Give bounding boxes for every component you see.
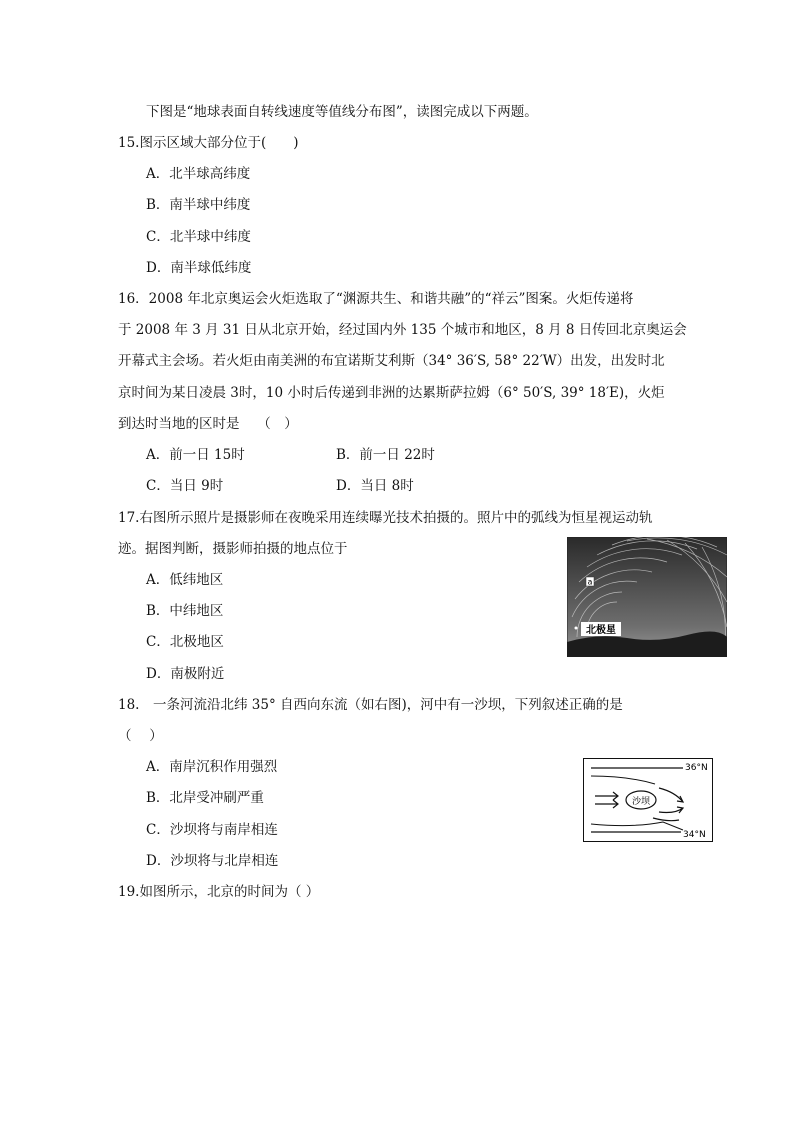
sandbar-label: 沙坝: [631, 797, 651, 807]
q17-option-b: B．中纬地区: [146, 603, 224, 619]
q16-line-3: 开幕式主会场。若火炬由南美洲的布宜诺斯艾利斯（34° 36′S, 58° 22′W）出发，出发时北: [118, 353, 665, 369]
q18-option-b: B．北岸受冲刷严重: [146, 790, 264, 806]
q18-line-1: 18. 一条河流沿北纬 35° 自西向东流（如右图)，河中有一沙坝，下列叙述正确的是: [118, 697, 623, 713]
q16-line-1: 16．2008 年北京奥运会火炬选取了“渊源共生、和谐共融”的“祥云”图案。火炬传递将: [118, 291, 634, 307]
q18-option-c: C．沙坝将与南岸相连: [146, 822, 278, 838]
q16-option-d: D．当日 8时: [336, 478, 414, 494]
q15-option-b: B．南半球中纬度: [146, 197, 251, 213]
q17-line-1: 17.右图所示照片是摄影师在夜晚采用连续曝光技术拍摄的。照片中的弧线为恒星视运动轨: [118, 510, 653, 526]
q16-option-c: C．当日 9时: [146, 478, 224, 494]
lat-34-label: 34°N: [683, 830, 706, 840]
intro-text: 下图是“地球表面自转线速度等值线分布图”，读图完成以下两题。: [146, 104, 538, 120]
star-trail-photo: [567, 537, 727, 657]
q18-option-d: D．沙坝将与北岸相连: [146, 853, 279, 869]
q17-option-a: A．低纬地区: [146, 572, 224, 588]
q17-line-2: 迹。据图判断，摄影师拍摄的地点位于: [118, 541, 348, 557]
q17-option-d: D．南极附近: [146, 666, 225, 682]
lat-36-label: 36°N: [685, 763, 708, 773]
q15-option-d: D．南半球低纬度: [146, 260, 252, 276]
q18-line-2: （ ）: [118, 728, 163, 744]
photo-label-a: a: [587, 577, 593, 587]
q16-option-a: A．前一日 15时: [146, 447, 245, 463]
q16-line-5: 到达时当地的区时是 （ ）: [118, 416, 298, 432]
q15-option-c: C．北半球中纬度: [146, 229, 251, 245]
q15-stem: 15.图示区域大部分位于( ): [118, 135, 299, 151]
q16-line-2: 于 2008 年 3 月 31 日从北京开始，经过国内外 135 个城市和地区，8 月 8 日传回北京奥运会: [118, 322, 687, 338]
q16-line-4: 京时间为某日凌晨 3时，10 小时后传递到非洲的达累斯萨拉姆（6° 50′S, 39° 18′E)，火炬: [118, 385, 665, 401]
q19-stem: 19.如图所示，北京的时间为（ ）: [118, 884, 320, 900]
q16-option-b: B．前一日 22时: [336, 447, 435, 463]
q17-option-c: C．北极地区: [146, 634, 224, 650]
photo-label-polaris: 北极星: [586, 625, 616, 636]
q18-option-a: A．南岸沉积作用强烈: [146, 759, 278, 775]
river-sandbar-diagram: [583, 758, 713, 842]
q15-option-a: A．北半球高纬度: [146, 166, 251, 182]
